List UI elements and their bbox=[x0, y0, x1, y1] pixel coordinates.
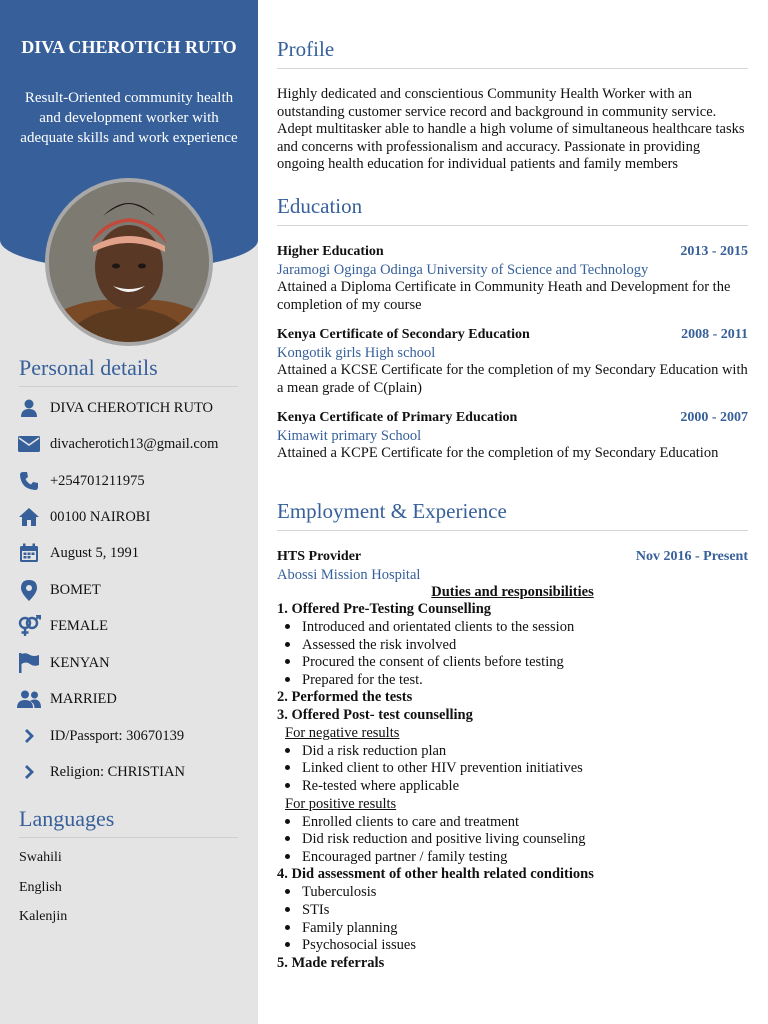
envelope-icon bbox=[16, 431, 42, 457]
education-institution: Kongotik girls High school bbox=[277, 345, 436, 361]
employment-title: Employment & Experience bbox=[277, 499, 507, 523]
location-pin-icon bbox=[16, 577, 42, 603]
education-institution: Kimawit primary School bbox=[277, 428, 422, 444]
subheading: For positive results bbox=[285, 796, 397, 812]
phone-icon bbox=[16, 468, 42, 494]
profile-divider bbox=[277, 68, 748, 69]
education-degree: Higher Education bbox=[277, 244, 384, 259]
education-dates: 2013 - 2015 bbox=[680, 244, 748, 259]
education-item-header bbox=[277, 326, 748, 344]
list-item: Introduced and orientated clients to the session bbox=[285, 619, 574, 637]
gender-icon bbox=[16, 613, 42, 639]
education-description: Attained a KCSE Certificate for the completion of my Secondary Education with a mean grade of C(plain) bbox=[277, 362, 748, 396]
list-item: Did a risk reduction plan bbox=[285, 743, 446, 761]
language-item: Swahili bbox=[19, 850, 62, 865]
education-title: Education bbox=[277, 194, 363, 218]
profile-photo-illustration bbox=[49, 182, 209, 342]
education-degree: Kenya Certificate of Secondary Education bbox=[277, 327, 530, 342]
education-item-header bbox=[277, 243, 748, 261]
detail-text: divacherotich13@gmail.com bbox=[50, 435, 219, 452]
detail-religion bbox=[16, 759, 246, 785]
sidebar bbox=[0, 0, 258, 1024]
duty-heading: 1. Offered Pre-Testing Counselling bbox=[277, 601, 492, 617]
detail-location bbox=[16, 577, 246, 603]
detail-gender bbox=[16, 613, 246, 639]
job-header bbox=[277, 548, 748, 566]
detail-text: KENYAN bbox=[50, 654, 110, 671]
detail-text: BOMET bbox=[50, 581, 101, 598]
personal-details-title: Personal details bbox=[19, 355, 158, 380]
chevron-right-icon bbox=[16, 723, 42, 749]
job-dates: Nov 2016 - Present bbox=[635, 549, 748, 564]
people-icon bbox=[16, 686, 42, 712]
flag-icon bbox=[16, 650, 42, 676]
language-item: Kalenjin bbox=[19, 909, 68, 924]
profile-title: Profile bbox=[277, 37, 335, 61]
subheading: For negative results bbox=[285, 725, 400, 741]
candidate-tagline: Result-Oriented community health and development worker with adequate skills and work experience bbox=[20, 90, 238, 146]
detail-name bbox=[16, 395, 246, 421]
list-item: Psychosocial issues bbox=[285, 937, 416, 955]
education-dates: 2000 - 2007 bbox=[680, 410, 748, 425]
detail-text: MARRIED bbox=[50, 690, 117, 707]
list-item: Assessed the risk involved bbox=[285, 637, 456, 655]
list-item: Family planning bbox=[285, 920, 397, 938]
detail-text: +254701211975 bbox=[50, 472, 145, 489]
detail-phone bbox=[16, 468, 246, 494]
list-item: Encouraged partner / family testing bbox=[285, 849, 507, 867]
personal-details-divider bbox=[19, 386, 238, 387]
duty-heading: 3. Offered Post- test counselling bbox=[277, 707, 473, 723]
detail-text: ID/Passport: 30670139 bbox=[50, 727, 185, 744]
languages-divider bbox=[19, 837, 238, 838]
list-item: Procured the consent of clients before testing bbox=[285, 654, 564, 672]
detail-text: Religion: CHRISTIAN bbox=[50, 763, 185, 780]
education-institution: Jaramogi Oginga Odinga University of Science and Technology bbox=[277, 262, 649, 278]
detail-nationality bbox=[16, 650, 246, 676]
person-icon bbox=[16, 395, 42, 421]
home-icon bbox=[16, 504, 42, 530]
education-item-header bbox=[277, 409, 748, 427]
detail-address bbox=[16, 504, 246, 530]
education-description: Attained a Diploma Certificate in Community Heath and Development for the completion of my course bbox=[277, 279, 731, 313]
candidate-name: DIVA CHEROTICH RUTO bbox=[21, 37, 237, 57]
list-item: Re-tested where applicable bbox=[285, 778, 459, 796]
education-degree: Kenya Certificate of Primary Education bbox=[277, 410, 518, 425]
detail-text: FEMALE bbox=[50, 617, 108, 634]
job-employer: Abossi Mission Hospital bbox=[277, 567, 421, 583]
detail-email bbox=[16, 431, 246, 457]
detail-marital-status bbox=[16, 686, 246, 712]
language-item: English bbox=[19, 880, 62, 895]
detail-text: 00100 NAIROBI bbox=[50, 508, 151, 525]
list-item: Tuberculosis bbox=[285, 884, 376, 902]
languages-title: Languages bbox=[19, 806, 115, 831]
calendar-icon bbox=[16, 540, 42, 566]
detail-text: DIVA CHEROTICH RUTO bbox=[50, 399, 214, 416]
profile-summary: Highly dedicated and conscientious Community Health Worker with an outstanding customer service record and background in community service. Adept multitasker able to handle a high volume of simultaneous healthcare tasks and concerns with professionalism and accuracy. Passionate in providing ongoing health education for individual patients and family members bbox=[277, 86, 745, 173]
list-item: Did risk reduction and positive living counseling bbox=[285, 831, 586, 849]
employment-divider bbox=[277, 530, 748, 531]
detail-text: August 5, 1991 bbox=[50, 544, 140, 561]
duty-heading: 2. Performed the tests bbox=[277, 689, 413, 705]
education-dates: 2008 - 2011 bbox=[681, 327, 748, 342]
profile-photo bbox=[45, 178, 213, 346]
duty-heading: 5. Made referrals bbox=[277, 955, 385, 971]
job-role: HTS Provider bbox=[277, 549, 362, 564]
detail-birthdate bbox=[16, 540, 246, 566]
list-item: STIs bbox=[285, 902, 329, 920]
education-description: Attained a KCPE Certificate for the completion of my Secondary Education bbox=[277, 445, 719, 461]
list-item: Linked client to other HIV prevention initiatives bbox=[285, 760, 583, 778]
chevron-right-icon bbox=[16, 759, 42, 785]
list-item: Enrolled clients to care and treatment bbox=[285, 814, 519, 832]
detail-id-passport bbox=[16, 723, 246, 749]
duty-heading: 4. Did assessment of other health related conditions bbox=[277, 866, 594, 882]
list-item: Prepared for the test. bbox=[285, 672, 423, 690]
education-divider bbox=[277, 225, 748, 226]
duties-title: Duties and responsibilities bbox=[431, 584, 594, 600]
